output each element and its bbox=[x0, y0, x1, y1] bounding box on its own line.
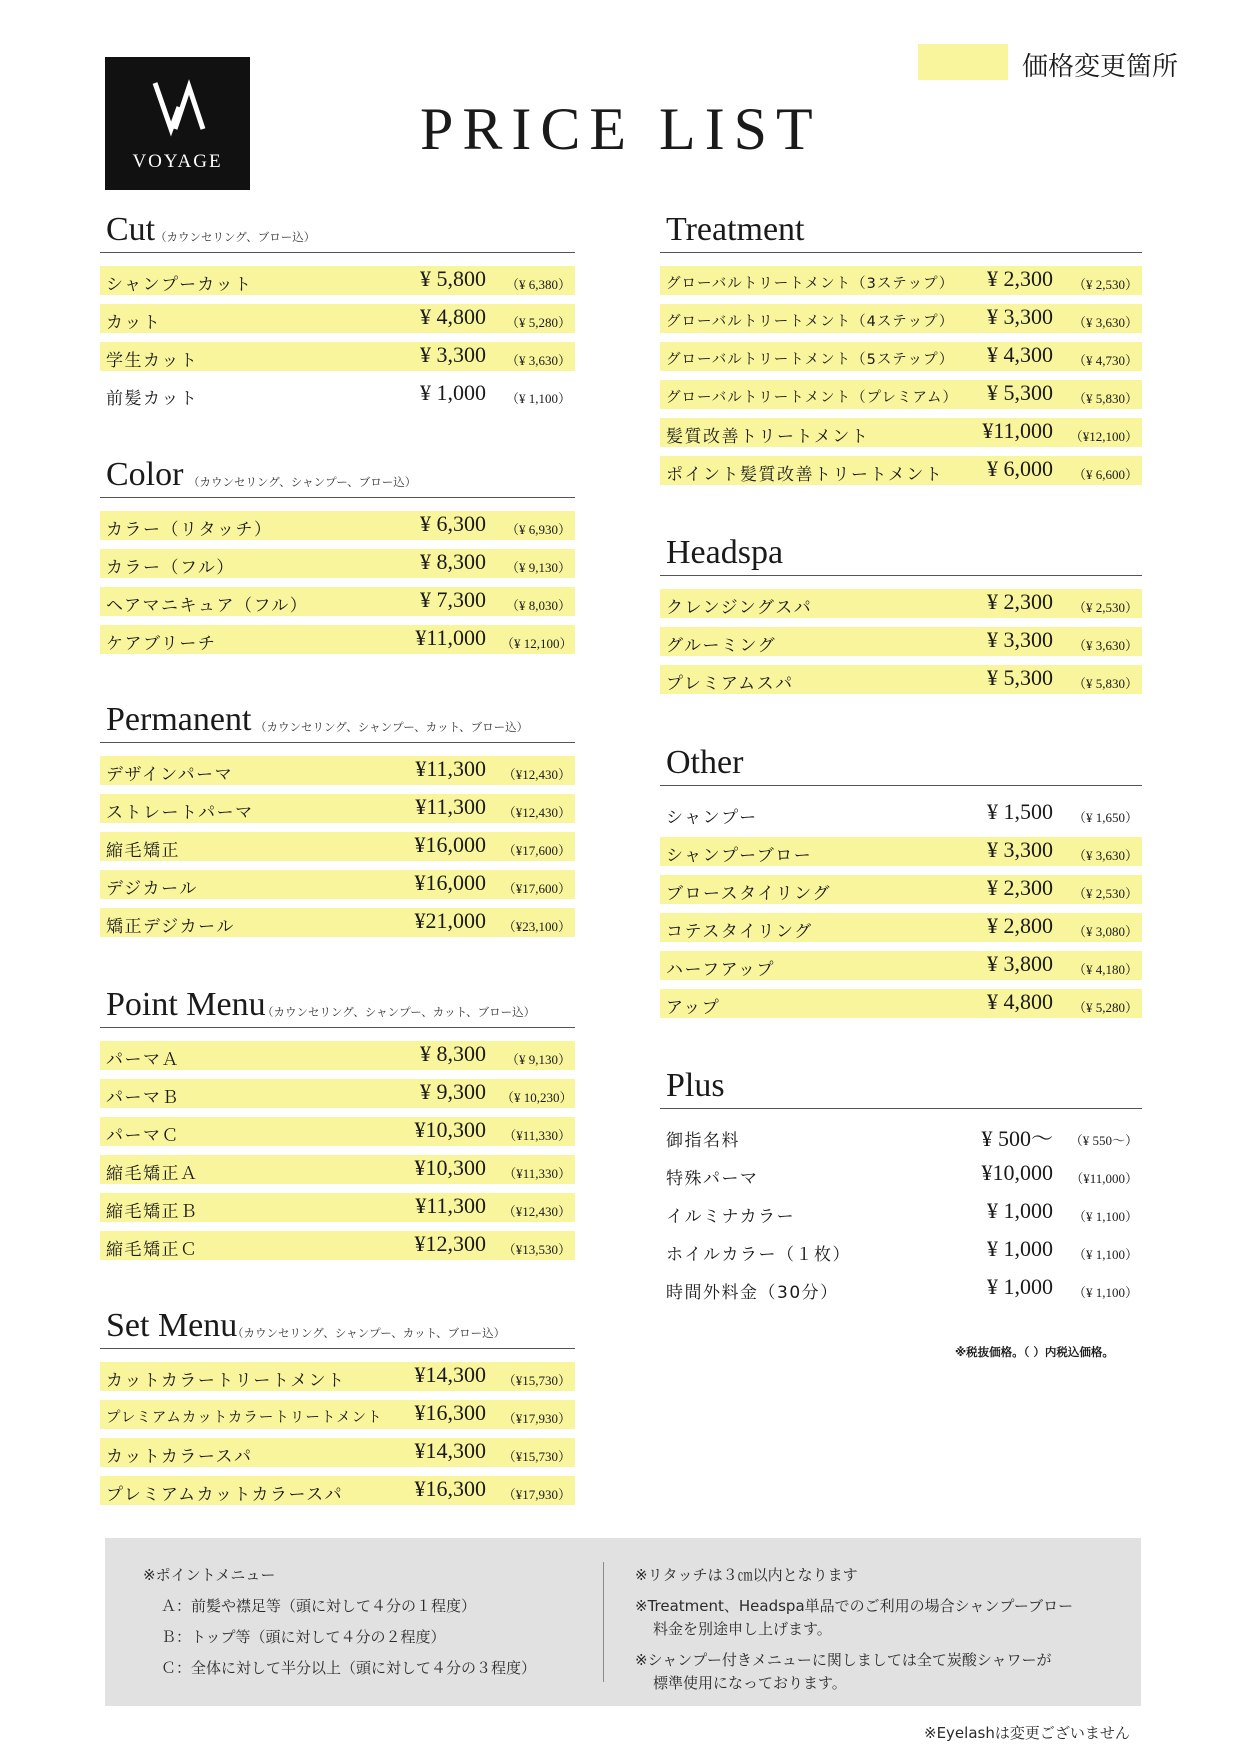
menu-item-price: ¥16,300 bbox=[414, 1400, 486, 1425]
menu-item-price: ¥ 6,300 bbox=[420, 511, 486, 536]
menu-item-name: シャンプーブロー bbox=[666, 846, 813, 866]
menu-item-tax-price: （¥12,430） bbox=[502, 767, 571, 782]
menu-item-name: パーマＡ bbox=[106, 1050, 180, 1070]
general-notes bbox=[635, 1566, 1115, 1705]
section-header bbox=[660, 1066, 1142, 1109]
price-row bbox=[100, 304, 575, 333]
price-row bbox=[100, 1079, 575, 1108]
eyelash-note: ※Eyelashは変更ございません bbox=[924, 1724, 1130, 1742]
menu-item-tax-price: （¥ 1,100） bbox=[1072, 1285, 1138, 1300]
menu-item-tax-price: （¥ 3,630） bbox=[1072, 638, 1138, 653]
note-line: ※リタッチは３㎝以内となります bbox=[635, 1566, 858, 1584]
menu-item-price: ¥ 3,800 bbox=[987, 951, 1053, 976]
menu-item-name: パーマＣ bbox=[106, 1126, 180, 1146]
section-treatment bbox=[660, 210, 1142, 494]
menu-item-tax-price: （¥ 9,130） bbox=[505, 560, 571, 575]
section-header bbox=[660, 743, 1142, 786]
price-row bbox=[100, 1231, 575, 1260]
menu-item-price: ¥ 500～ bbox=[981, 1126, 1053, 1151]
menu-item-price: ¥ 2,800 bbox=[987, 913, 1053, 938]
menu-item-name: クレンジングスパ bbox=[666, 598, 813, 618]
menu-item-tax-price: （¥ 3,080） bbox=[1072, 924, 1138, 939]
menu-item-price: ¥ 9,300 bbox=[420, 1079, 486, 1104]
price-row bbox=[100, 908, 575, 937]
section-point-menu bbox=[100, 985, 575, 1269]
menu-item-price: ¥ 5,800 bbox=[420, 266, 486, 291]
price-rows bbox=[100, 511, 575, 654]
menu-item-price: ¥14,300 bbox=[414, 1438, 486, 1463]
price-row bbox=[100, 1155, 575, 1184]
menu-item-name: シャンプーカット bbox=[106, 275, 253, 295]
menu-item-tax-price: （¥ 3,630） bbox=[1072, 315, 1138, 330]
price-row bbox=[660, 1160, 1142, 1189]
menu-item-tax-price: （¥ 6,930） bbox=[505, 522, 571, 537]
menu-item-name: 縮毛矯正Ｃ bbox=[106, 1240, 199, 1260]
menu-item-tax-price: （¥ 550～） bbox=[1069, 1133, 1138, 1148]
price-row bbox=[660, 837, 1142, 866]
menu-item-name: ポイント髪質改善トリートメント bbox=[666, 465, 944, 485]
menu-item-name: カットカラースパ bbox=[106, 1447, 253, 1467]
section-note: （カウンセリング、シャンプー、ブロー込） bbox=[188, 475, 417, 489]
menu-item-price: ¥ 8,300 bbox=[420, 1041, 486, 1066]
section-cut bbox=[100, 210, 575, 418]
menu-item-name: プレミアムスパ bbox=[666, 674, 794, 694]
notes-divider bbox=[603, 1562, 604, 1682]
menu-item-price: ¥ 1,500 bbox=[987, 799, 1053, 824]
section-title: Plus bbox=[666, 1067, 725, 1104]
section-title: Permanent bbox=[106, 701, 252, 738]
menu-item-tax-price: （¥ 1,100） bbox=[1072, 1209, 1138, 1224]
price-row bbox=[660, 875, 1142, 904]
price-row bbox=[100, 1117, 575, 1146]
menu-item-tax-price: （¥17,930） bbox=[502, 1411, 571, 1426]
price-row bbox=[660, 627, 1142, 656]
menu-item-tax-price: （¥ 8,030） bbox=[505, 598, 571, 613]
menu-item-name: ハーフアップ bbox=[666, 960, 775, 980]
menu-item-name: グローバルトリートメント（5ステップ） bbox=[666, 352, 955, 368]
price-row bbox=[100, 756, 575, 785]
section-other bbox=[660, 743, 1142, 1027]
menu-item-name: 矯正デジカール bbox=[106, 917, 235, 937]
menu-item-name: シャンプー bbox=[666, 808, 758, 828]
price-rows bbox=[660, 799, 1142, 1018]
price-row bbox=[100, 380, 575, 409]
menu-item-tax-price: （¥15,730） bbox=[502, 1449, 571, 1464]
menu-item-name: グローバルトリートメント（プレミアム） bbox=[666, 390, 959, 406]
section-header bbox=[100, 985, 575, 1028]
price-row bbox=[100, 1438, 575, 1467]
note-line: ※ポイントメニュー bbox=[143, 1566, 276, 1584]
section-plus bbox=[660, 1066, 1142, 1312]
section-title: Other bbox=[666, 744, 744, 781]
menu-item-tax-price: （¥ 9,130） bbox=[505, 1052, 571, 1067]
price-rows bbox=[660, 589, 1142, 694]
menu-item-price: ¥10,000 bbox=[981, 1160, 1053, 1185]
section-title: Color bbox=[106, 456, 184, 493]
menu-item-name: カット bbox=[106, 313, 162, 333]
menu-item-name: デジカール bbox=[106, 879, 198, 899]
price-row bbox=[100, 794, 575, 823]
menu-item-price: ¥ 4,800 bbox=[987, 989, 1053, 1014]
menu-item-name: 縮毛矯正Ａ bbox=[106, 1164, 199, 1184]
menu-item-price: ¥16,000 bbox=[414, 870, 486, 895]
menu-item-tax-price: （¥ 4,180） bbox=[1072, 962, 1138, 977]
menu-item-tax-price: （¥ 5,280） bbox=[505, 315, 571, 330]
menu-item-tax-price: （¥ 6,380） bbox=[505, 277, 571, 292]
menu-item-tax-price: （¥ 10,230） bbox=[501, 1090, 573, 1105]
note-line: ※Treatment、Headspa単品でのご利用の場合シャンプーブロー bbox=[635, 1597, 1074, 1615]
note-line: Ｂ：トップ等（頭に対して４分の２程度） bbox=[161, 1628, 446, 1646]
price-row bbox=[100, 342, 575, 371]
section-header bbox=[100, 700, 575, 743]
legend-swatch bbox=[918, 44, 1008, 80]
menu-item-tax-price: （¥12,430） bbox=[502, 1204, 571, 1219]
tax-note: ※税抜価格。（ ）内税込価格。 bbox=[955, 1345, 1114, 1359]
menu-item-price: ¥ 7,300 bbox=[420, 587, 486, 612]
menu-item-name: 髪質改善トリートメント bbox=[666, 427, 870, 447]
price-row bbox=[100, 832, 575, 861]
section-header bbox=[100, 210, 575, 253]
menu-item-tax-price: （¥15,730） bbox=[502, 1373, 571, 1388]
menu-item-tax-price: （¥ 6,600） bbox=[1072, 467, 1138, 482]
menu-item-price: ¥12,300 bbox=[414, 1231, 486, 1256]
menu-item-name: 特殊パーマ bbox=[666, 1169, 759, 1189]
point-menu-notes bbox=[143, 1566, 593, 1690]
note-line: 標準使用になっております。 bbox=[653, 1674, 847, 1692]
menu-item-tax-price: （¥ 3,630） bbox=[1072, 848, 1138, 863]
menu-item-name: ケアブリーチ bbox=[106, 634, 217, 654]
note-line: Ａ：前髪や襟足等（頭に対して４分の１程度） bbox=[161, 1597, 477, 1615]
section-note: （カウンセリング、シャンプー、カット、ブロー込） bbox=[255, 720, 529, 734]
menu-item-tax-price: （¥11,330） bbox=[503, 1128, 571, 1143]
section-headspa bbox=[660, 533, 1142, 703]
section-permanent bbox=[100, 700, 575, 946]
menu-item-tax-price: （¥17,600） bbox=[502, 843, 571, 858]
menu-item-name: グローバルトリートメント（3ステップ） bbox=[666, 276, 955, 292]
menu-item-price: ¥ 4,800 bbox=[420, 304, 486, 329]
menu-item-name: プレミアムカットカラートリートメント bbox=[106, 1410, 383, 1426]
price-rows bbox=[100, 1362, 575, 1505]
price-rows bbox=[100, 1041, 575, 1260]
menu-item-name: パーマＢ bbox=[106, 1088, 180, 1108]
price-row bbox=[660, 989, 1142, 1018]
menu-item-price: ¥11,300 bbox=[415, 1193, 486, 1218]
price-row bbox=[660, 799, 1142, 828]
menu-item-price: ¥ 5,300 bbox=[987, 665, 1053, 690]
price-row bbox=[100, 549, 575, 578]
menu-item-price: ¥ 3,300 bbox=[420, 342, 486, 367]
menu-item-price: ¥14,300 bbox=[414, 1362, 486, 1387]
menu-item-price: ¥ 5,300 bbox=[987, 380, 1053, 405]
menu-item-tax-price: （¥12,100） bbox=[1069, 429, 1138, 444]
section-header bbox=[100, 455, 575, 498]
menu-item-name: デザインパーマ bbox=[106, 765, 234, 785]
menu-item-price: ¥ 8,300 bbox=[420, 549, 486, 574]
price-row bbox=[100, 1193, 575, 1222]
menu-item-price: ¥10,300 bbox=[414, 1117, 486, 1142]
brand-logo bbox=[105, 57, 250, 190]
price-rows bbox=[660, 1122, 1142, 1303]
menu-item-price: ¥ 1,000 bbox=[420, 380, 486, 405]
menu-item-tax-price: （¥17,930） bbox=[502, 1487, 571, 1502]
voyage-logo-icon bbox=[149, 79, 207, 137]
price-row bbox=[660, 589, 1142, 618]
price-row bbox=[100, 1362, 575, 1391]
section-header bbox=[660, 210, 1142, 253]
menu-item-price: ¥ 3,300 bbox=[987, 837, 1053, 862]
price-row bbox=[660, 342, 1142, 371]
menu-item-tax-price: （¥ 2,530） bbox=[1072, 277, 1138, 292]
note-line: Ｃ：全体に対して半分以上（頭に対して４分の３程度） bbox=[161, 1659, 537, 1677]
price-row bbox=[660, 266, 1142, 295]
price-row bbox=[100, 511, 575, 540]
menu-item-tax-price: （¥ 5,830） bbox=[1072, 391, 1138, 406]
menu-item-price: ¥ 3,300 bbox=[987, 304, 1053, 329]
price-row bbox=[660, 665, 1142, 694]
price-row bbox=[100, 625, 575, 654]
menu-item-price: ¥ 1,000 bbox=[987, 1236, 1053, 1261]
price-row bbox=[660, 1274, 1142, 1303]
legend-label: 価格変更箇所 bbox=[1022, 52, 1179, 82]
menu-item-tax-price: （¥ 12,100） bbox=[501, 636, 573, 651]
menu-item-name: 前髪カット bbox=[106, 389, 199, 409]
menu-item-name: 学生カット bbox=[106, 351, 199, 371]
menu-item-price: ¥ 1,000 bbox=[987, 1198, 1053, 1223]
menu-item-name: ストレートパーマ bbox=[106, 803, 254, 823]
menu-item-price: ¥16,000 bbox=[414, 832, 486, 857]
menu-item-tax-price: （¥ 1,100） bbox=[1072, 1247, 1138, 1262]
menu-item-price: ¥ 6,000 bbox=[987, 456, 1053, 481]
price-row bbox=[660, 456, 1142, 485]
menu-item-name: 御指名料 bbox=[666, 1131, 740, 1151]
menu-item-name: 縮毛矯正 bbox=[106, 841, 180, 861]
menu-item-name: カラー（フル） bbox=[106, 558, 235, 578]
brand-name: VOYAGE bbox=[132, 151, 223, 172]
menu-item-tax-price: （¥ 1,650） bbox=[1072, 810, 1138, 825]
menu-item-name: アップ bbox=[666, 998, 721, 1018]
menu-item-name: ホイルカラー（１枚） bbox=[666, 1245, 851, 1265]
menu-item-tax-price: （¥ 2,530） bbox=[1072, 886, 1138, 901]
menu-item-tax-price: （¥13,530） bbox=[502, 1242, 571, 1257]
price-row bbox=[660, 1198, 1142, 1227]
price-row bbox=[100, 1400, 575, 1429]
price-row bbox=[660, 380, 1142, 409]
menu-item-price: ¥11,300 bbox=[415, 756, 486, 781]
menu-item-name: プレミアムカットカラースパ bbox=[106, 1485, 344, 1505]
menu-item-tax-price: （¥ 5,830） bbox=[1072, 676, 1138, 691]
menu-item-price: ¥11,000 bbox=[982, 418, 1053, 443]
menu-item-name: 縮毛矯正Ｂ bbox=[106, 1202, 199, 1222]
menu-item-name: グローバルトリートメント（4ステップ） bbox=[666, 314, 955, 330]
section-color bbox=[100, 455, 575, 663]
price-row bbox=[100, 1476, 575, 1505]
section-title: Point Menu bbox=[106, 986, 266, 1023]
price-rows bbox=[100, 266, 575, 409]
menu-item-tax-price: （¥ 3,630） bbox=[505, 353, 571, 368]
menu-item-price: ¥21,000 bbox=[414, 908, 486, 933]
price-row bbox=[660, 304, 1142, 333]
menu-item-price: ¥11,000 bbox=[415, 625, 486, 650]
price-rows bbox=[100, 756, 575, 937]
section-header bbox=[100, 1306, 575, 1349]
section-title: Treatment bbox=[666, 211, 805, 248]
menu-item-tax-price: （¥23,100） bbox=[502, 919, 571, 934]
menu-item-price: ¥11,300 bbox=[415, 794, 486, 819]
price-row bbox=[660, 913, 1142, 942]
section-note: （カウンセリング、シャンプー、カット、ブロー込） bbox=[232, 1326, 506, 1340]
section-note: （カウンセリング、シャンプー、カット、ブロー込） bbox=[262, 1005, 536, 1019]
price-row bbox=[100, 1041, 575, 1070]
menu-item-tax-price: （¥11,330） bbox=[503, 1166, 571, 1181]
menu-item-name: カットカラートリートメント bbox=[106, 1371, 346, 1391]
section-title: Cut bbox=[106, 211, 156, 248]
note-line: ※シャンプー付きメニューに関しましては全て炭酸シャワーが bbox=[635, 1651, 1052, 1669]
price-row bbox=[660, 418, 1142, 447]
menu-item-name: コテスタイリング bbox=[666, 922, 813, 942]
menu-item-price: ¥ 2,300 bbox=[987, 589, 1053, 614]
section-set-menu bbox=[100, 1306, 575, 1514]
menu-item-tax-price: （¥ 1,100） bbox=[505, 391, 571, 406]
section-title: Headspa bbox=[666, 534, 784, 571]
menu-item-price: ¥ 3,300 bbox=[987, 627, 1053, 652]
notes-box bbox=[105, 1538, 1141, 1706]
menu-item-price: ¥ 2,300 bbox=[987, 875, 1053, 900]
menu-item-tax-price: （¥ 5,280） bbox=[1072, 1000, 1138, 1015]
section-title: Set Menu bbox=[106, 1307, 238, 1344]
menu-item-tax-price: （¥12,430） bbox=[502, 805, 571, 820]
menu-item-tax-price: （¥11,000） bbox=[1070, 1171, 1138, 1186]
menu-item-tax-price: （¥ 2,530） bbox=[1072, 600, 1138, 615]
price-row bbox=[100, 587, 575, 616]
menu-item-name: グルーミング bbox=[666, 636, 777, 656]
menu-item-price: ¥10,300 bbox=[414, 1155, 486, 1180]
price-row bbox=[100, 870, 575, 899]
menu-item-price: ¥16,300 bbox=[414, 1476, 486, 1501]
menu-item-name: イルミナカラー bbox=[666, 1207, 796, 1227]
menu-item-name: ブロースタイリング bbox=[666, 884, 831, 904]
price-row bbox=[660, 1122, 1142, 1151]
price-row bbox=[660, 1236, 1142, 1265]
price-row bbox=[100, 266, 575, 295]
price-rows bbox=[660, 266, 1142, 485]
menu-item-price: ¥ 1,000 bbox=[987, 1274, 1053, 1299]
menu-item-tax-price: （¥ 4,730） bbox=[1072, 353, 1138, 368]
menu-item-name: 時間外料金（30分） bbox=[666, 1283, 839, 1303]
menu-item-price: ¥ 2,300 bbox=[987, 266, 1053, 291]
section-header bbox=[660, 533, 1142, 576]
page-title: PRICE LIST bbox=[420, 96, 822, 162]
menu-item-name: カラー（リタッチ） bbox=[106, 520, 273, 540]
menu-item-price: ¥ 4,300 bbox=[987, 342, 1053, 367]
note-line: 料金を別途申し上げます。 bbox=[653, 1620, 832, 1638]
menu-item-tax-price: （¥17,600） bbox=[502, 881, 571, 896]
price-row bbox=[660, 951, 1142, 980]
menu-item-name: ヘアマニキュア（フル） bbox=[106, 596, 309, 616]
section-note: （カウンセリング、ブロー込） bbox=[155, 230, 316, 244]
